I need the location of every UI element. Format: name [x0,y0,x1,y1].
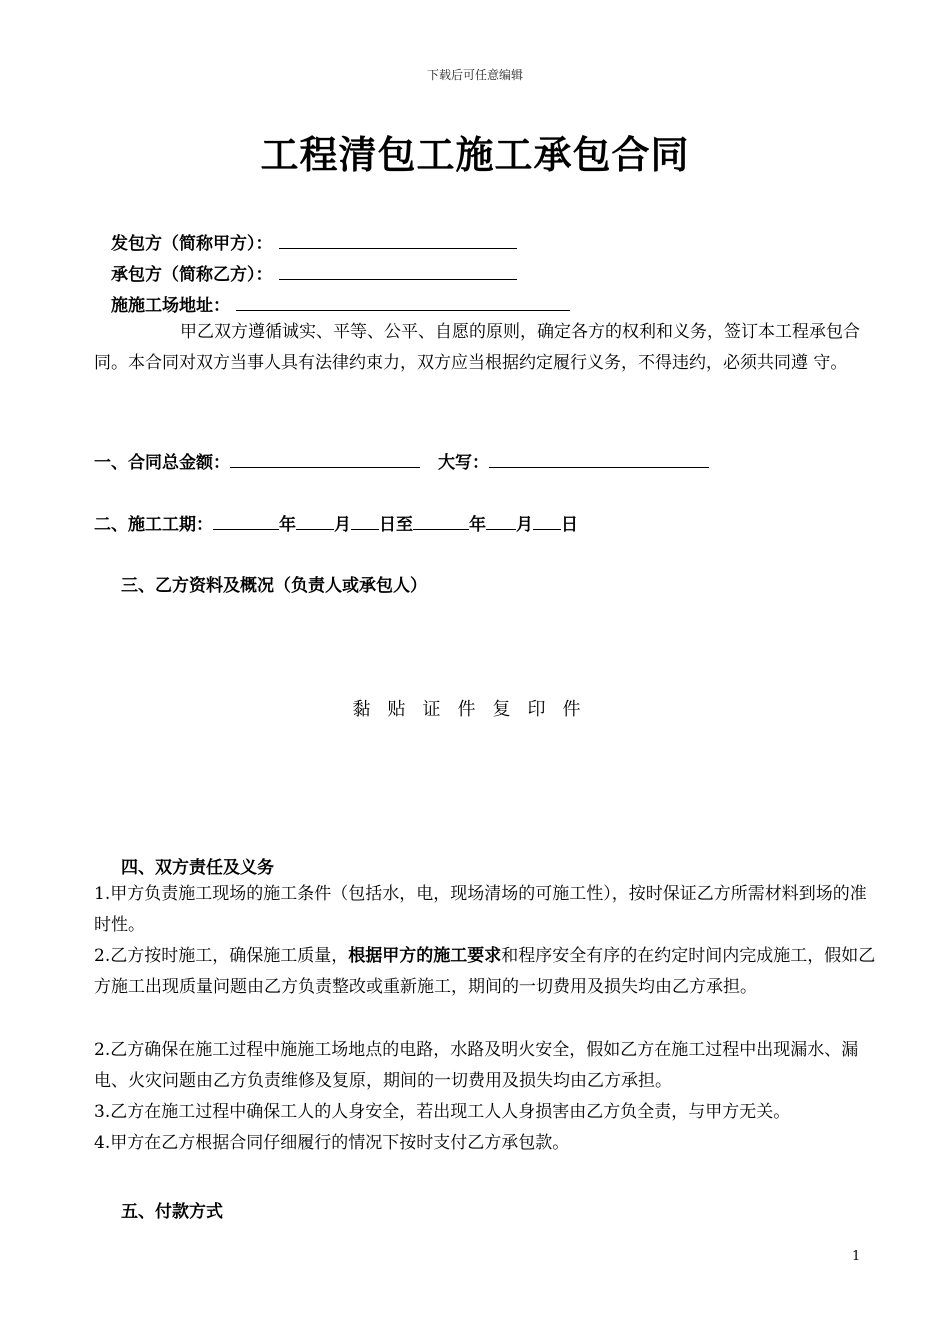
end-day-blank[interactable] [533,528,561,530]
start-year-blank[interactable] [213,528,279,530]
duty-2-text-bold: 根据甲方的施工要求 [348,946,502,966]
section-3-heading: 三、乙方资料及概况（负责人或承包人） [121,576,427,596]
duty-item-1: 1.甲方负责施工现场的施工条件（包括水，电，现场清场的可施工性），按时保证乙方所需材料到场的准时性。 [94,884,867,935]
contractor-line [111,260,517,285]
end-day-label: 日 [561,515,578,535]
section-1-label: 一、合同总金额： [94,453,230,473]
site-label: 施施工场地址： [111,296,230,316]
duty-2-text-post: 和程序安全有序的在约定时间内完成施工，假如乙方施工出现质量问题由乙方负责整改或重新施工，期间的一切费用及损失均由乙方承担。 [94,946,876,997]
duty-2-text-pre: 2.乙方按时施工，确保施工质量， [94,946,349,966]
section-2-label: 二、施工工期： [94,515,213,535]
amount-blank[interactable] [230,466,420,468]
contractor-label: 承包方（简称乙方）： [111,265,273,285]
contractor-blank[interactable] [279,278,517,280]
page-header-note: 下载后可任意编辑 [426,68,523,82]
duty-item-3: 2.乙方确保在施工过程中施施工场地点的电路，水路及明火安全，假如乙方在施工过程中出现漏水、漏电、火灾问题由乙方负责维修及复原，期间的一切费用及损失均由乙方承担。 [94,1040,859,1091]
section-4-heading: 四、双方责任及义务 [121,858,274,878]
intro-text: 甲乙双方遵循诚实、平等、公平、自愿的原则，确定各方的权利和义务，签订本工程承包合同。本合同对双方当事人具有法律约束力，双方应当根据约定履行义务，不得违约，必须共同遵 守。 [94,322,860,373]
end-year-label: 年 [469,515,486,535]
section-2-period [94,510,578,535]
employer-blank[interactable] [279,247,517,249]
duty-item-4: 3.乙方在施工过程中确保工人的人身安全，若出现工人人身损害由乙方负全责，与甲方无关。 [94,1102,791,1122]
duty-item-5: 4.甲方在乙方根据合同仔细履行的情况下按时支付乙方承包款。 [94,1133,570,1153]
intro-paragraph [94,317,866,379]
end-year-blank[interactable] [413,528,469,530]
daxie-blank[interactable] [489,466,709,468]
start-day-label: 日至 [379,515,413,535]
employer-line [111,229,517,254]
end-month-blank[interactable] [486,528,516,530]
contract-title: 工程清包工施工承包合同 [260,133,690,177]
site-blank[interactable] [236,309,570,311]
duty-item-2 [94,941,879,1003]
start-day-blank[interactable] [351,528,379,530]
start-month-blank[interactable] [296,528,334,530]
site-line [111,291,570,316]
section-1-total-amount [94,448,709,473]
start-month-label: 月 [334,515,351,535]
employer-label: 发包方（简称甲方）： [111,234,273,254]
start-year-label: 年 [279,515,296,535]
section-5-heading: 五、付款方式 [121,1202,223,1222]
paste-id-copy-placeholder: 黏贴证件复印件 [352,699,598,720]
page-number: 1 [852,1249,861,1264]
end-month-label: 月 [516,515,533,535]
daxie-label: 大写： [438,453,489,473]
